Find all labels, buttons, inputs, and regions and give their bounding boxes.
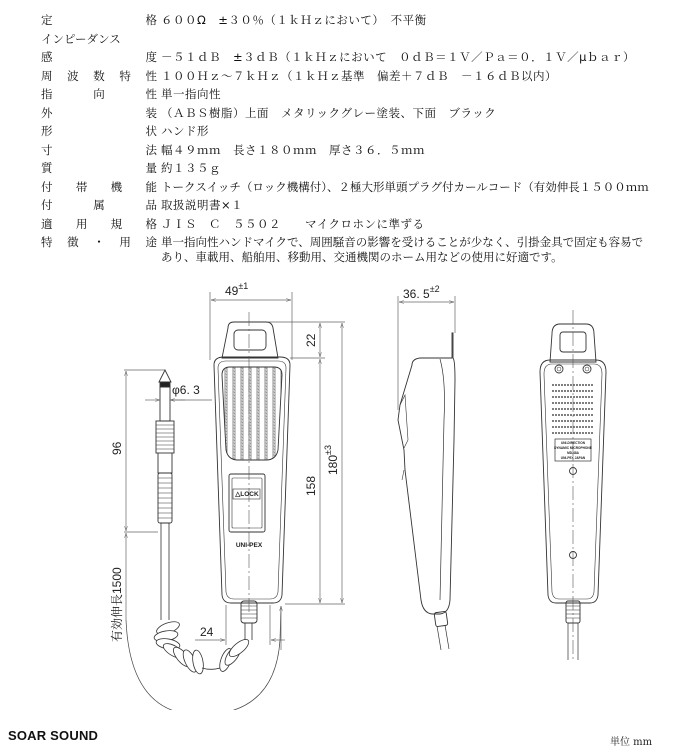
label-char: 規 [110,216,123,231]
dim-body: 158 [304,475,318,496]
plug [156,370,174,620]
dim-cord: 有効伸長1500 [110,567,124,642]
rear-label-line: UNI-DIRECTION [560,441,586,445]
label-char: 特 [41,235,53,249]
label-char: 量 [145,161,157,175]
label-char: 周 [41,68,53,83]
spec-row-accessories [41,196,691,215]
rear-label-line: MD-48A [567,451,579,455]
spec-value: 単一指向性 [161,87,221,101]
spec-label [41,159,157,178]
spec-value: トークスイッチ（ロック機構付）、２極大形単頭プラグ付カールコード（有効伸長１５００ｍｍ [161,179,649,194]
spec-value: １００Ｈｚ～７ｋＨｚ（１ｋＨｚ基準 偏差＋７ｄＢ －１６ｄＢ以内） [161,68,557,83]
spec-value: （ＡＢＳ樹脂）上面 メタリックグレー塗装、下面 ブラック [161,105,497,120]
spec-value [157,233,691,265]
label-char: 用 [119,235,131,249]
brand-logo: SOAR SOUND [8,728,99,743]
spec-row-impedance [41,11,691,48]
spec-value: 約１３５ｇ [161,161,221,175]
spec-label [41,67,157,86]
spec-label [41,178,157,197]
spec-label [41,122,157,141]
lock-label: △LOCK [235,491,259,498]
unit-label: 単位 mm [610,737,653,748]
dim-bottom: 24 [200,625,214,639]
spec-value: 幅４９ｍｍ 長さ１８０ｍｍ 厚さ３６．５ｍｍ [161,142,425,157]
label-char: 数 [93,68,105,83]
label-char: 属 [93,198,105,212]
label-line2: インピーダンス [41,31,121,46]
label-char: 品 [145,198,157,212]
label-char: 格 [145,13,157,27]
label-char: 性 [145,68,157,83]
label-char: 外 [41,105,53,120]
spec-value: －５１ｄＢ ±３ｄＢ（１ｋＨｚにおいて ０ｄＢ＝１Ｖ／Ｐａ＝０．１Ｖ／μｂａｒ） [161,50,635,64]
spec-value: ６００Ω ±３０％（１ｋＨｚにおいて） 不平衡 [161,13,427,27]
label-char: 用 [75,216,88,231]
spec-label [41,141,157,160]
label-char: 徴 [67,235,79,249]
spec-label [41,215,157,234]
spec-value: ハンド形 [161,124,209,138]
label-char: 途 [145,235,157,249]
front-brand-label: UNI-PEX [235,542,263,549]
value-line: あり、車載用、船舶用、移動用、交通機関のホーム用などの使用に好適です。 [161,250,563,264]
label-char: 格 [145,216,157,231]
label-char: 波 [67,68,79,83]
rear-view [540,310,606,660]
dim-hook: 22 [304,333,318,347]
dimensional-drawing [0,270,700,710]
spec-row-frequency [41,67,691,86]
label-char: 機 [110,179,123,194]
label-char: 付 [41,179,53,194]
spec-row-exterior [41,104,691,123]
spec-label [41,233,157,251]
label-char: 付 [41,198,53,212]
side-dimension [398,296,455,410]
dim-plug-diameter: φ6. 3 [172,383,200,397]
label-char: ・ [93,235,105,249]
spec-row-sensitivity [41,48,691,67]
label-char: 度 [145,50,157,64]
spec-row-dimensions [41,141,691,160]
dim-thickness: 36. $5^{\pm 2}$ [403,284,440,301]
dim-width: $49^{\pm 1}$ [225,281,249,298]
label-char: 定 [41,13,53,27]
spec-row-directivity [41,85,691,104]
spec-label [41,196,157,215]
label-char: 適 [41,216,53,231]
spec-value: 取扱説明書×１ [161,198,244,212]
rear-label-plate [554,441,592,460]
spec-row-weight [41,159,691,178]
front-view [214,312,290,623]
label-char: 帯 [75,179,88,194]
label-char: 向 [93,87,105,101]
dim-total: $180^{\pm 3}$ [323,445,340,475]
spec-label [41,85,157,104]
spec-label [41,48,157,67]
label-char: 装 [145,105,157,120]
rear-label-line: DYNAMIC MICROPHONE [554,446,592,450]
label-char: 能 [145,179,157,194]
label-char: 状 [145,124,157,138]
label-char: 性 [145,87,157,101]
spec-row-usage [41,233,691,265]
spec-value: ＪＩＳ Ｃ ５５０２ マイクロホンに準ずる [161,216,425,231]
cord-envelope [126,606,281,710]
label-char: 感 [41,50,53,64]
spec-label [41,104,157,123]
spec-table [41,11,691,265]
label-char: 特 [119,68,131,83]
spec-row-features [41,178,691,197]
label-char: 形 [41,124,53,138]
spec-label [41,11,157,48]
label-char: 法 [145,142,157,157]
label-char: 寸 [41,142,53,157]
label-char: 質 [41,161,53,175]
value-line: 単一指向性ハンドマイクで、周囲騒音の影響を受けることが少なく、引掛金具で固定も容易で [161,235,644,249]
dim-plug-length: 96 [110,441,124,455]
side-view [398,333,455,650]
spec-row-standard [41,215,691,234]
spec-row-shape [41,122,691,141]
rear-label-line: UNI-PEX JAPAN [560,456,586,460]
label-char: 指 [41,87,53,101]
